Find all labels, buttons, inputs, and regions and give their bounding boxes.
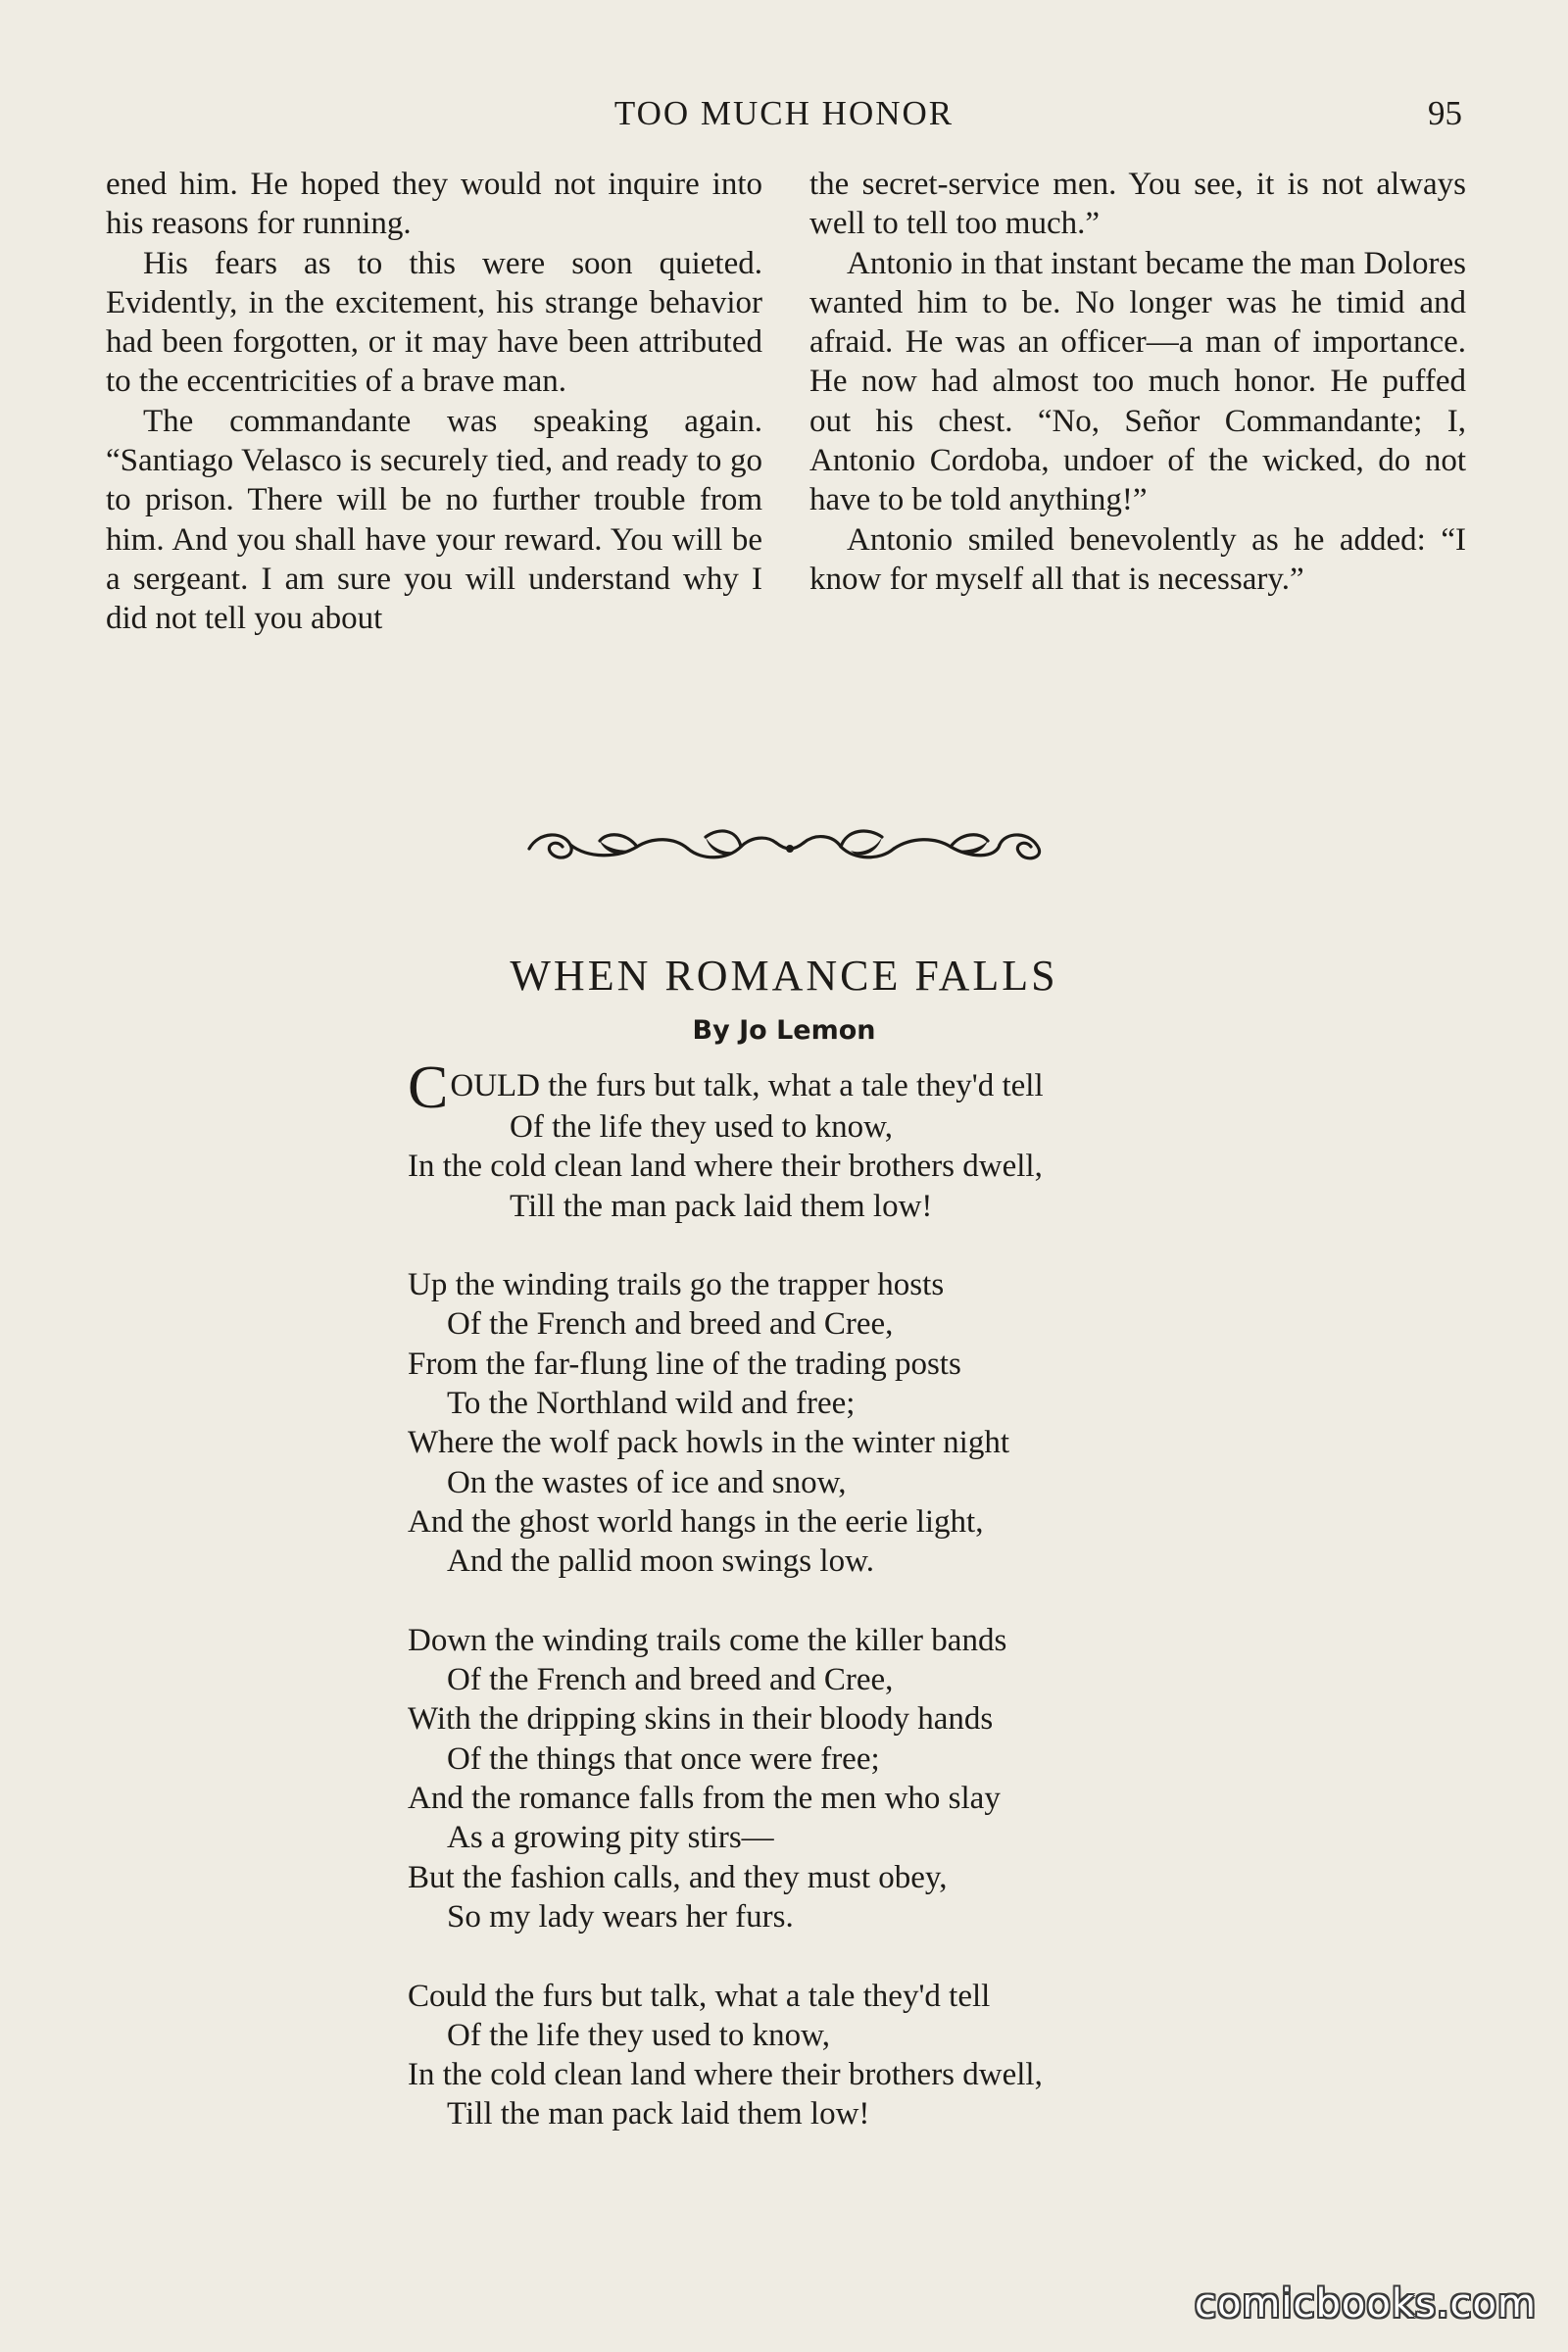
poem-line: But the fashion calls, and they must obey, — [408, 1859, 948, 1895]
stanza — [408, 1977, 1348, 2134]
poem-body — [408, 1054, 1348, 2174]
watermark: comicbooks.com — [1194, 2281, 1537, 2327]
poem-author: By Jo Lemon — [692, 1015, 876, 1046]
decorative-ornament-icon — [510, 819, 1058, 874]
poem-line: From the far-flung line of the trading posts — [408, 1346, 961, 1382]
poem-line: Of the life they used to know, — [447, 2017, 831, 2053]
page-number: 95 — [1428, 94, 1462, 132]
poem-line — [408, 1054, 1348, 1121]
poem-line: To the Northland wild and free; — [447, 1386, 856, 1422]
poem-line: Of the French and breed and Cree, — [447, 1662, 894, 1698]
poem-line: Down the winding trails come the killer bands — [408, 1622, 1007, 1658]
running-header — [0, 94, 1568, 143]
right-column — [809, 165, 1466, 599]
paragraph: ened him. He hoped they would not inquire into his reasons for running. — [106, 167, 762, 242]
poem-line: So my lady wears her furs. — [447, 1898, 794, 1935]
poem-line: In the cold clean land where their brothers dwell, — [408, 1149, 1043, 1185]
paragraph: the secret-service men. You see, it is not always well to tell too much.” — [809, 167, 1466, 242]
stanza — [408, 1621, 1348, 1936]
poem-line: With the dripping skins in their bloody hands — [408, 1701, 994, 1738]
stanza — [408, 1265, 1348, 1581]
poem-line: As a growing pity stirs— — [447, 1820, 774, 1856]
paragraph: Antonio in that instant became the man Dolores wanted him to be. No longer was he timid and afraid. He was an officer—a man of importance. He now had almost too much honor. He puffed out his chest. “No, Señor Commandante; I, Antonio Cordoba, undoer of the wicked, do not have to be told anything!” — [809, 245, 1466, 518]
poem-line-text: OULD the furs but talk, what a tale they'd tell — [450, 1068, 1044, 1103]
poem-line: Up the winding trails go the trapper hosts — [408, 1267, 945, 1303]
poem-line: Of the things that once were free; — [447, 1740, 880, 1777]
story-columns — [106, 165, 1466, 733]
poem-line: In the cold clean land where their brothers dwell, — [408, 2057, 1043, 2093]
poem-line: Till the man pack laid them low! — [510, 1188, 933, 1224]
poem-line: Till the man pack laid them low! — [447, 2096, 870, 2132]
poem-line: Could the furs but talk, what a tale they'd tell — [408, 1978, 991, 2014]
poem-line: And the romance falls from the men who slay — [408, 1781, 1001, 1817]
paragraph: His fears as to this were soon quieted. Evidently, in the excitement, his strange behavior had been forgotten, or it may have been attributed to the eccentricities of a brave man. — [106, 245, 762, 400]
paragraph: Antonio smiled benevolently as he added: “I know for myself all that is necessary.” — [809, 521, 1466, 597]
poem-line: On the wastes of ice and snow, — [447, 1464, 847, 1500]
drop-cap: C — [408, 1054, 449, 1121]
poem-line: Of the French and breed and Cree, — [447, 1306, 894, 1343]
poem-title: WHEN ROMANCE FALLS — [510, 952, 1058, 1000]
poem-line: Where the wolf pack howls in the winter night — [408, 1425, 1009, 1461]
running-title: TOO MUCH HONOR — [613, 94, 955, 132]
poem-line: And the ghost world hangs in the eerie light, — [408, 1503, 984, 1540]
poem-line: And the pallid moon swings low. — [447, 1544, 875, 1580]
poem-line: Of the life they used to know, — [510, 1109, 894, 1145]
stanza — [408, 1054, 1348, 1226]
paragraph: The commandante was speaking again. “Santiago Velasco is securely tied, and ready to go to prison. There will be no further trouble from him. And you shall have your reward. You will be a sergeant. I am sure you will understand why I did not tell you about — [106, 403, 762, 637]
left-column — [106, 165, 762, 639]
